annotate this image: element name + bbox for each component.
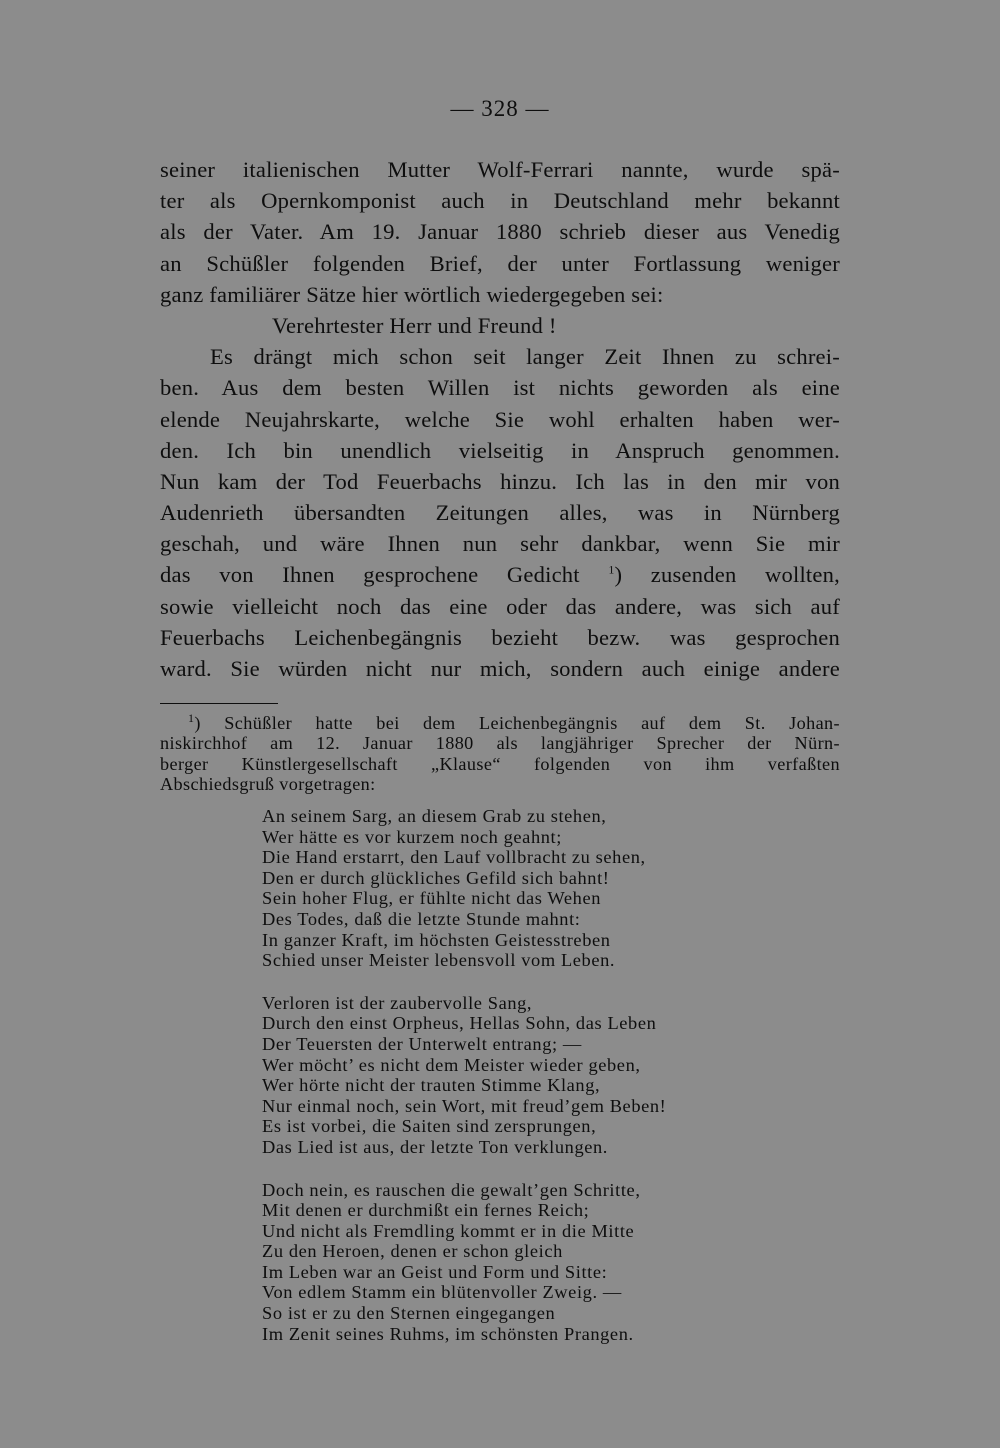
footnote-line xyxy=(160,710,840,733)
text-line: den. Ich bin unendlich vielseitig in Anspruch genommen. xyxy=(160,437,840,463)
text-line-with-footnote xyxy=(160,559,840,590)
main-text xyxy=(160,154,840,684)
poem-stanza xyxy=(262,806,822,971)
poem-verse: So ist er zu den Sternen eingegangen xyxy=(262,1303,556,1324)
footnote-reference: 1 xyxy=(608,562,615,577)
text-line: ward. Sie würden nicht nur mich, sondern auch einige andere xyxy=(160,656,840,681)
poem-verse: Den er durch glückliches Gefild sich bahnt! xyxy=(262,867,610,888)
poem-verse: Die Hand erstarrt, den Lauf vollbracht zu sehen, xyxy=(262,847,646,868)
footnote-divider xyxy=(160,703,278,704)
text-line: ben. Aus dem besten Willen ist nichts geworden als eine xyxy=(160,375,840,401)
poem-verse: Durch den einst Orpheus, Hellas Sohn, das Leben xyxy=(262,1013,657,1034)
text-line: sowie vielleicht noch das eine oder das andere, was sich auf xyxy=(160,593,840,619)
poem-verse: Wer hörte nicht der trauten Stimme Klang, xyxy=(262,1075,601,1096)
poem-verse: In ganzer Kraft, im höchsten Geistesstreben xyxy=(262,929,611,950)
text-line: als der Vater. Am 19. Januar 1880 schrieb dieser aus Venedig xyxy=(160,219,840,245)
poem-verse: Mit denen er durchmißt ein fernes Reich; xyxy=(262,1200,590,1221)
poem-verse: Von edlem Stamm ein blütenvoller Zweig. — xyxy=(262,1282,622,1303)
poem-verse: Der Teuersten der Unterwelt entrang; — xyxy=(262,1033,582,1054)
text-fragment: ) zusenden wollten, xyxy=(614,562,840,588)
poem-verse: Verloren ist der zaubervolle Sang, xyxy=(262,992,533,1013)
page-number: — 328 — xyxy=(450,96,550,121)
poem-verse: An seinem Sarg, an diesem Grab zu stehen, xyxy=(262,806,607,826)
poem-verse: Es ist vorbei, die Saiten sind zersprungen, xyxy=(262,1116,597,1137)
poem-verse: Doch nein, es rauschen die gewalt’gen Schritte, xyxy=(262,1179,641,1200)
footnote-text: ) Schüßler hatte bei dem Leichenbegängnis auf dem St. Johan- xyxy=(194,713,840,733)
poem-verse: Im Zenit seines Ruhms, im schönsten Prangen. xyxy=(262,1323,634,1344)
footnote-line: Abschiedsgruß vorgetragen: xyxy=(160,774,376,795)
text-line: ganz familiärer Sätze hier wörtlich wiedergegeben sei: xyxy=(160,281,664,307)
poem-verse: Des Todes, daß die letzte Stunde mahnt: xyxy=(262,908,581,929)
text-line: Es drängt mich schon seit langer Zeit Ihnen zu schrei- xyxy=(210,344,840,370)
poem-verse: Nur einmal noch, sein Wort, mit freud’gem Beben! xyxy=(262,1095,667,1116)
letter-salutation: Verehrtester Herr und Freund ! xyxy=(272,312,557,338)
poem-stanza xyxy=(262,993,822,1158)
text-line: Nun kam der Tod Feuerbachs hinzu. Ich las in den mir von xyxy=(160,468,840,494)
poem-verse: Wer hätte es vor kurzem noch geahnt; xyxy=(262,826,562,847)
poem xyxy=(262,806,822,1366)
text-line: ter als Opernkomponist auch in Deutschland mehr bekannt xyxy=(160,188,840,214)
poem-verse: Im Leben war an Geist und Form und Sitte: xyxy=(262,1261,608,1282)
poem-stanza xyxy=(262,1180,822,1345)
text-fragment: das von Ihnen gesprochene Gedicht xyxy=(160,562,580,588)
poem-verse: Das Lied ist aus, der letzte Ton verklungen. xyxy=(262,1136,609,1157)
text-line: geschah, und wäre Ihnen nun sehr dankbar, wenn Sie mir xyxy=(160,531,840,557)
footnote-line: berger Künstlergesellschaft „Klause“ folgenden von ihm verfaßten xyxy=(160,753,840,774)
poem-verse: Und nicht als Fremdling kommt er in die Mitte xyxy=(262,1220,635,1241)
poem-verse: Sein hoher Flug, er fühlte nicht das Wehen xyxy=(262,888,602,909)
text-line: an Schüßler folgenden Brief, der unter Fortlassung weniger xyxy=(160,250,840,276)
footnote-line: niskirchhof am 12. Januar 1880 als langjähriger Sprecher der Nürn- xyxy=(160,733,840,754)
poem-verse: Schied unser Meister lebensvoll vom Leben. xyxy=(262,950,616,971)
footnote-marker: 1 xyxy=(188,710,195,725)
poem-verse: Zu den Heroen, denen er schon gleich xyxy=(262,1241,563,1262)
poem-verse: Wer möcht’ es nicht dem Meister wieder geben, xyxy=(262,1054,641,1075)
text-line: seiner italienischen Mutter Wolf-Ferrari nannte, wurde spä- xyxy=(160,157,840,182)
text-line: elende Neujahrskarte, welche Sie wohl erhalten haben wer- xyxy=(160,406,840,432)
text-line: Feuerbachs Leichenbegängnis bezieht bezw. was gesprochen xyxy=(160,624,840,650)
footnote xyxy=(160,710,840,795)
text-line: Audenrieth übersandten Zeitungen alles, was in Nürnberg xyxy=(160,500,840,526)
